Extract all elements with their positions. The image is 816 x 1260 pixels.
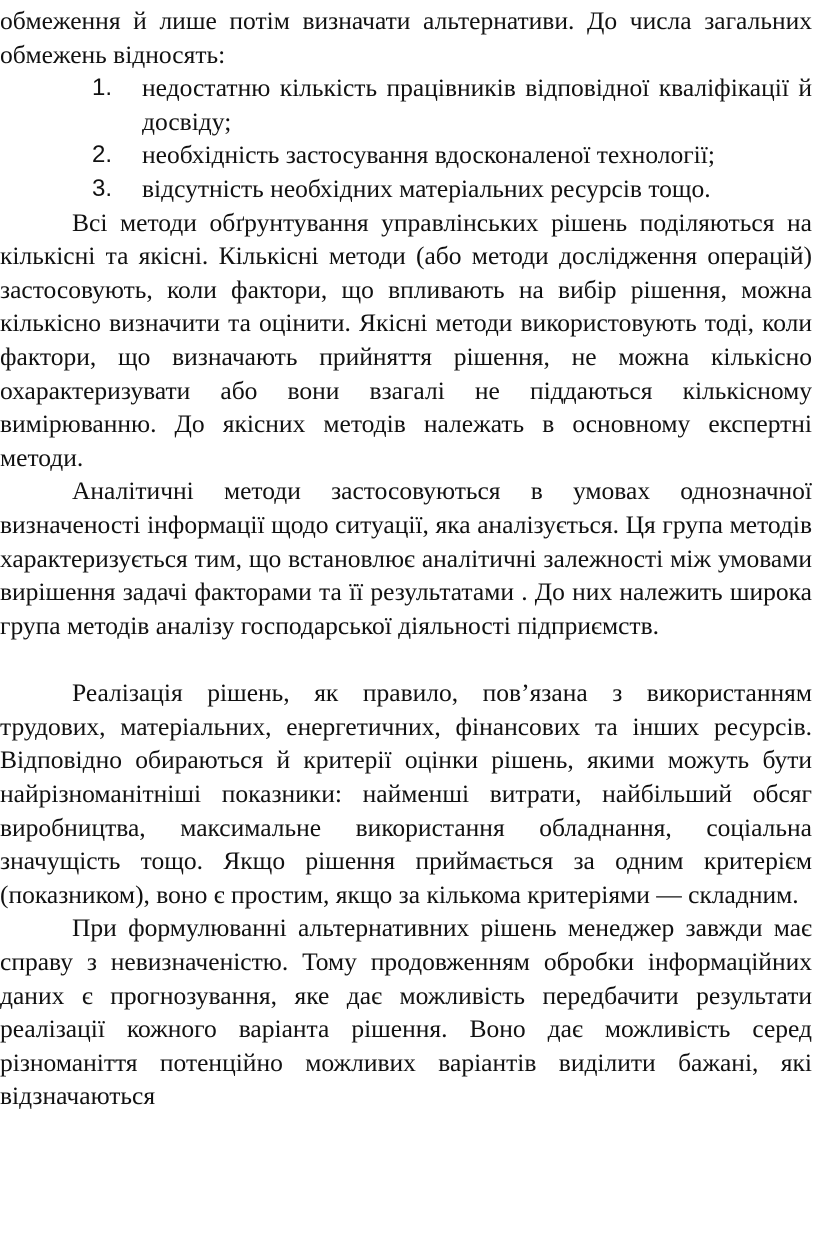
constraints-list [0,71,812,205]
list-item-number: 3. [92,174,113,202]
list-item [0,172,812,206]
list-item-text: відсутність необхідних матеріальних ресурсів тощо. [142,173,711,203]
list-item [0,71,812,138]
analytic-methods-paragraph: Аналітичні методи застосовуються в умовах однозначної визначеності інформації щодо ситуації, яка аналізується. Ця група методів характеризується тим, що встановлює аналітичні залежності між умовами вирішення задачі факторами та її результатами . До них належить широка група методів аналізу господарської діяльності підприємств. [0,476,812,640]
alternatives-paragraph: При формулюванні альтернативних рішень менеджер завжди має справу з невизначеністю. Тому продовженням обробки інформаційних даних є прогнозування, яке дає можливість передбачити результати реалізації кожного варіанта рішення. Воно дає можливість серед різноманіття потенційно можливих варіантів виділити бажані, які відзначаються [0,913,812,1111]
list-item-number: 1. [92,74,113,102]
list-item [0,138,812,172]
paragraph-spacer [0,642,812,676]
list-item-text: недостатню кількість працівників відповідної кваліфікації й досвіду; [142,73,812,136]
intro-paragraph: обмеження й лише потім визначати альтернативи. До числа загальних обмежень відносять: [0,6,812,69]
list-item-number: 2. [92,141,113,169]
methods-paragraph: Всі методи обґрунтування управлінських рішень поділяються на кількісні та якісні. Кількісні методи (або методи дослідження операцій) застосовують, коли фактори, що впливають на вибір рішення, можна кількісно визначити та оцінити. Якісні методи використовують тоді, коли фактори, що визначають прийняття рішення, не можна кількісно охарактеризувати або вони взагалі не піддаються кількісному вимірюванню. До якісних методів належать в основному експертні методи. [0,207,812,472]
implementation-paragraph: Реалізація рішень, як правило, пов’язана з використанням трудових, матеріальних, енергетичних, фінансових та інших ресурсів. Відповідно обираються й критерії оцінки рішень, якими можуть бути найрізноманітніші показники: найменші витрати, найбільший обсяг виробництва, максимальне використання обладнання, соціальна значущість тощо. Якщо рішення приймається за одним критерієм (показником), воно є простим, якщо за кількома критеріями — складним. [0,678,812,909]
list-item-text: необхідність застосування вдосконаленої технології; [142,140,715,170]
